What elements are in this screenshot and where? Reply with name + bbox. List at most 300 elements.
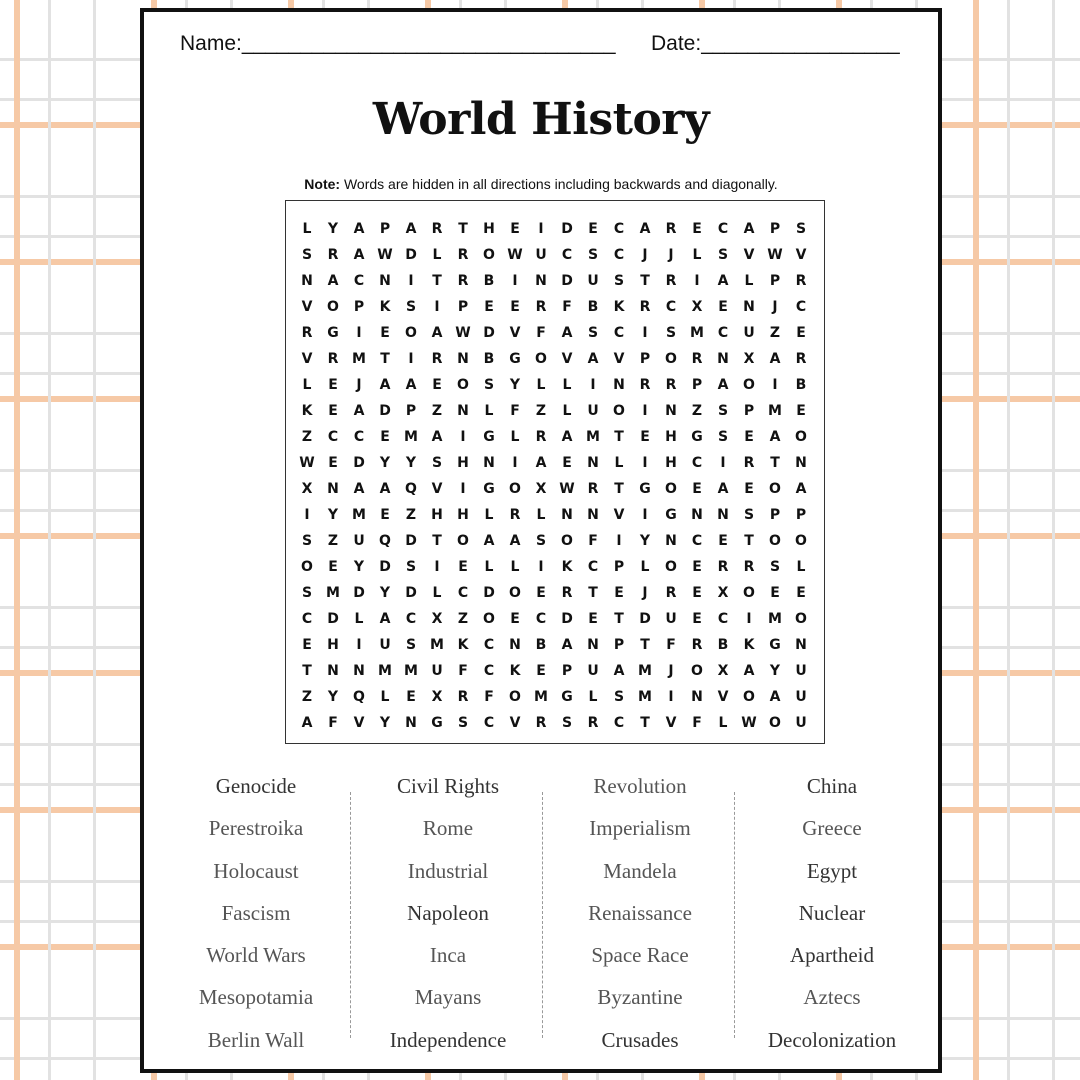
grid-letter[interactable]: M (638, 689, 652, 705)
grid-letter[interactable]: O (327, 299, 339, 315)
grid-letter[interactable]: Z (769, 325, 781, 341)
grid-letter[interactable]: K (457, 637, 469, 653)
grid-letter[interactable]: W (767, 247, 783, 263)
grid-letter[interactable]: K (561, 559, 573, 575)
grid-letter[interactable]: S (301, 533, 313, 549)
grid-letter[interactable]: D (561, 611, 573, 627)
grid-letter[interactable]: Z (535, 403, 547, 419)
grid-letter[interactable]: A (301, 715, 313, 731)
grid-letter[interactable]: A (769, 689, 781, 705)
grid-letter[interactable]: Y (379, 585, 391, 601)
grid-letter[interactable]: T (640, 715, 650, 731)
grid-letter[interactable]: K (743, 637, 755, 653)
grid-letter[interactable]: M (326, 585, 340, 601)
grid-letter[interactable]: O (509, 689, 521, 705)
grid-letter[interactable]: N (405, 715, 417, 731)
grid-letter[interactable]: R (639, 299, 651, 315)
grid-letter[interactable]: E (432, 377, 442, 393)
grid-letter[interactable]: L (510, 559, 520, 575)
grid-letter[interactable]: F (692, 715, 702, 731)
grid-letter[interactable]: I (694, 273, 700, 289)
grid-letter[interactable]: B (535, 637, 547, 653)
grid-letter[interactable]: P (769, 507, 781, 523)
date-field[interactable]: Date:_________________ (651, 32, 900, 55)
grid-letter[interactable]: P (379, 221, 391, 237)
grid-letter[interactable]: J (772, 299, 778, 315)
grid-letter[interactable]: A (587, 351, 599, 367)
grid-letter[interactable]: N (795, 637, 807, 653)
grid-letter[interactable]: A (405, 377, 417, 393)
grid-letter[interactable]: L (302, 221, 312, 237)
grid-letter[interactable]: B (483, 273, 495, 289)
grid-letter[interactable]: L (562, 377, 572, 393)
grid-letter[interactable]: S (587, 325, 599, 341)
grid-letter[interactable]: R (665, 377, 677, 393)
grid-letter[interactable]: S (743, 507, 755, 523)
grid-letter[interactable]: G (431, 715, 443, 731)
grid-letter[interactable]: D (379, 559, 391, 575)
grid-letter[interactable]: S (405, 559, 417, 575)
grid-letter[interactable]: O (665, 559, 677, 575)
grid-letter[interactable]: U (379, 637, 391, 653)
grid-letter[interactable]: A (535, 455, 547, 471)
grid-letter[interactable]: H (457, 455, 469, 471)
grid-letter[interactable]: C (483, 715, 495, 731)
grid-letter[interactable]: E (536, 663, 546, 679)
grid-letter[interactable]: S (301, 585, 313, 601)
grid-letter[interactable]: L (614, 455, 624, 471)
grid-letter[interactable]: N (483, 455, 495, 471)
grid-letter[interactable]: D (379, 403, 391, 419)
grid-letter[interactable]: I (304, 507, 310, 523)
grid-letter[interactable]: V (665, 715, 677, 731)
grid-letter[interactable]: E (328, 377, 338, 393)
grid-letter[interactable]: J (668, 247, 674, 263)
grid-letter[interactable]: A (717, 377, 729, 393)
grid-letter[interactable]: E (796, 585, 806, 601)
grid-letter[interactable]: T (588, 585, 598, 601)
grid-letter[interactable]: O (665, 351, 677, 367)
grid-letter[interactable]: B (483, 351, 495, 367)
grid-letter[interactable]: S (483, 377, 495, 393)
grid-letter[interactable]: Y (353, 559, 365, 575)
grid-letter[interactable]: M (586, 429, 600, 445)
grid-letter[interactable]: Y (327, 507, 339, 523)
grid-letter[interactable]: E (744, 429, 754, 445)
grid-letter[interactable]: A (379, 481, 391, 497)
grid-letter[interactable]: O (691, 663, 703, 679)
grid-letter[interactable]: V (613, 351, 625, 367)
grid-letter[interactable]: E (718, 533, 728, 549)
grid-letter[interactable]: F (536, 325, 546, 341)
grid-letter[interactable]: X (535, 481, 547, 497)
grid-letter[interactable]: A (353, 221, 365, 237)
grid-letter[interactable]: C (691, 455, 703, 471)
grid-letter[interactable]: I (408, 351, 414, 367)
grid-letter[interactable]: T (640, 637, 650, 653)
grid-letter[interactable]: R (665, 221, 677, 237)
grid-letter[interactable]: R (795, 273, 807, 289)
grid-letter[interactable]: O (509, 481, 521, 497)
grid-letter[interactable]: R (457, 247, 469, 263)
grid-letter[interactable]: I (642, 507, 648, 523)
grid-letter[interactable]: E (718, 299, 728, 315)
grid-letter[interactable]: T (432, 273, 442, 289)
grid-letter[interactable]: X (717, 585, 729, 601)
grid-letter[interactable]: M (352, 351, 366, 367)
grid-letter[interactable]: A (561, 325, 573, 341)
grid-letter[interactable]: T (614, 611, 624, 627)
grid-letter[interactable]: Y (639, 533, 651, 549)
grid-letter[interactable]: E (796, 325, 806, 341)
grid-letter[interactable]: S (795, 221, 807, 237)
grid-letter[interactable]: R (691, 637, 703, 653)
grid-letter[interactable]: D (327, 611, 339, 627)
grid-letter[interactable]: S (561, 715, 573, 731)
grid-letter[interactable]: N (717, 351, 729, 367)
grid-letter[interactable]: G (561, 689, 573, 705)
grid-letter[interactable]: G (483, 429, 495, 445)
grid-letter[interactable]: L (484, 403, 494, 419)
grid-letter[interactable]: N (691, 507, 703, 523)
grid-letter[interactable]: P (353, 299, 365, 315)
grid-letter[interactable]: E (510, 299, 520, 315)
grid-letter[interactable]: L (536, 377, 546, 393)
grid-letter[interactable]: C (665, 299, 677, 315)
grid-letter[interactable]: Q (405, 481, 417, 497)
grid-letter[interactable]: M (430, 637, 444, 653)
grid-letter[interactable]: N (379, 273, 391, 289)
grid-letter[interactable]: I (460, 429, 466, 445)
grid-letter[interactable]: S (717, 403, 729, 419)
grid-letter[interactable]: E (614, 585, 624, 601)
grid-letter[interactable]: S (613, 689, 625, 705)
grid-letter[interactable]: F (510, 403, 520, 419)
grid-letter[interactable]: Q (353, 689, 365, 705)
grid-letter[interactable]: I (772, 377, 778, 393)
grid-letter[interactable]: Z (301, 429, 313, 445)
grid-letter[interactable]: H (665, 455, 677, 471)
grid-letter[interactable]: C (717, 221, 729, 237)
grid-letter[interactable]: F (588, 533, 598, 549)
grid-letter[interactable]: H (431, 507, 443, 523)
grid-letter[interactable]: L (432, 247, 442, 263)
grid-letter[interactable]: I (512, 455, 518, 471)
grid-letter[interactable]: V (795, 247, 807, 263)
grid-letter[interactable]: C (483, 663, 495, 679)
grid-letter[interactable]: H (665, 429, 677, 445)
grid-letter[interactable]: W (455, 325, 471, 341)
grid-letter[interactable]: O (743, 585, 755, 601)
grid-letter[interactable]: M (690, 325, 704, 341)
grid-letter[interactable]: R (717, 559, 729, 575)
grid-letter[interactable]: E (692, 559, 702, 575)
grid-letter[interactable]: O (483, 611, 495, 627)
grid-letter[interactable]: N (561, 507, 573, 523)
grid-letter[interactable]: U (535, 247, 547, 263)
grid-letter[interactable]: C (561, 247, 573, 263)
grid-letter[interactable]: Z (431, 403, 443, 419)
grid-letter[interactable]: C (717, 325, 729, 341)
grid-letter[interactable]: S (405, 637, 417, 653)
grid-letter[interactable]: X (431, 611, 443, 627)
grid-letter[interactable]: E (744, 481, 754, 497)
grid-letter[interactable]: A (327, 273, 339, 289)
grid-letter[interactable]: C (457, 585, 469, 601)
grid-letter[interactable]: R (509, 507, 521, 523)
grid-letter[interactable]: O (483, 247, 495, 263)
grid-letter[interactable]: Z (301, 689, 313, 705)
grid-letter[interactable]: U (431, 663, 443, 679)
grid-letter[interactable]: Q (379, 533, 391, 549)
grid-letter[interactable]: F (484, 689, 494, 705)
grid-letter[interactable]: C (327, 429, 339, 445)
grid-letter[interactable]: R (301, 325, 313, 341)
grid-letter[interactable]: N (587, 507, 599, 523)
grid-letter[interactable]: P (405, 403, 417, 419)
grid-letter[interactable]: E (302, 637, 312, 653)
grid-letter[interactable]: F (666, 637, 676, 653)
grid-letter[interactable]: O (457, 377, 469, 393)
grid-letter[interactable]: M (352, 507, 366, 523)
grid-letter[interactable]: X (691, 299, 703, 315)
grid-letter[interactable]: W (741, 715, 757, 731)
grid-letter[interactable]: A (353, 481, 365, 497)
grid-letter[interactable]: D (483, 585, 495, 601)
grid-letter[interactable]: O (769, 481, 781, 497)
grid-letter[interactable]: A (353, 247, 365, 263)
grid-letter[interactable]: N (509, 637, 521, 653)
grid-letter[interactable]: S (405, 299, 417, 315)
grid-letter[interactable]: B (587, 299, 599, 315)
grid-letter[interactable]: M (378, 663, 392, 679)
grid-letter[interactable]: I (408, 273, 414, 289)
grid-letter[interactable]: J (356, 377, 362, 393)
grid-letter[interactable]: C (613, 325, 625, 341)
grid-letter[interactable]: I (590, 377, 596, 393)
grid-letter[interactable]: A (431, 325, 443, 341)
grid-letter[interactable]: E (536, 585, 546, 601)
grid-letter[interactable]: O (561, 533, 573, 549)
grid-letter[interactable]: S (431, 455, 443, 471)
grid-letter[interactable]: W (377, 247, 393, 263)
grid-letter[interactable]: S (301, 247, 313, 263)
grid-letter[interactable]: N (665, 403, 677, 419)
grid-letter[interactable]: U (353, 533, 365, 549)
grid-letter[interactable]: E (692, 611, 702, 627)
grid-letter[interactable]: A (743, 663, 755, 679)
grid-letter[interactable]: N (587, 637, 599, 653)
grid-letter[interactable]: I (616, 533, 622, 549)
word-search-grid[interactable] (285, 200, 825, 744)
grid-letter[interactable]: G (665, 507, 677, 523)
grid-letter[interactable]: L (432, 585, 442, 601)
grid-letter[interactable]: I (538, 221, 544, 237)
grid-letter[interactable]: A (769, 351, 781, 367)
grid-letter[interactable]: V (509, 325, 521, 341)
grid-letter[interactable]: N (327, 663, 339, 679)
grid-letter[interactable]: Z (457, 611, 469, 627)
grid-letter[interactable]: P (639, 351, 651, 367)
grid-letter[interactable]: N (535, 273, 547, 289)
grid-letter[interactable]: V (353, 715, 365, 731)
grid-letter[interactable]: M (534, 689, 548, 705)
grid-letter[interactable]: T (432, 533, 442, 549)
grid-letter[interactable]: L (354, 611, 364, 627)
grid-letter[interactable]: C (613, 247, 625, 263)
grid-letter[interactable]: R (327, 247, 339, 263)
grid-letter[interactable]: H (483, 221, 495, 237)
grid-letter[interactable]: R (587, 715, 599, 731)
grid-letter[interactable]: N (327, 481, 339, 497)
grid-letter[interactable]: L (796, 559, 806, 575)
grid-letter[interactable]: E (588, 611, 598, 627)
grid-letter[interactable]: F (562, 299, 572, 315)
grid-letter[interactable]: O (743, 377, 755, 393)
grid-letter[interactable]: X (301, 481, 313, 497)
grid-letter[interactable]: K (379, 299, 391, 315)
grid-letter[interactable]: I (434, 299, 440, 315)
grid-letter[interactable]: D (483, 325, 495, 341)
grid-letter[interactable]: O (405, 325, 417, 341)
grid-letter[interactable]: L (380, 689, 390, 705)
grid-letter[interactable]: E (770, 585, 780, 601)
grid-letter[interactable]: X (743, 351, 755, 367)
grid-letter[interactable]: N (743, 299, 755, 315)
grid-letter[interactable]: I (746, 611, 752, 627)
grid-letter[interactable]: E (588, 221, 598, 237)
grid-letter[interactable]: V (431, 481, 443, 497)
grid-letter[interactable]: E (380, 429, 390, 445)
grid-letter[interactable]: R (535, 715, 547, 731)
grid-letter[interactable]: T (770, 455, 780, 471)
grid-letter[interactable]: I (512, 273, 518, 289)
grid-letter[interactable]: P (613, 637, 625, 653)
grid-letter[interactable]: A (613, 663, 625, 679)
grid-letter[interactable]: E (692, 221, 702, 237)
grid-letter[interactable]: H (457, 507, 469, 523)
grid-letter[interactable]: A (483, 533, 495, 549)
grid-letter[interactable]: D (405, 247, 417, 263)
grid-letter[interactable]: C (613, 221, 625, 237)
grid-letter[interactable]: C (535, 611, 547, 627)
grid-letter[interactable]: A (769, 429, 781, 445)
grid-letter[interactable]: M (404, 429, 418, 445)
grid-letter[interactable]: V (301, 299, 313, 315)
grid-letter[interactable]: S (665, 325, 677, 341)
grid-letter[interactable]: A (353, 403, 365, 419)
grid-letter[interactable]: R (665, 273, 677, 289)
grid-letter[interactable]: E (458, 559, 468, 575)
grid-letter[interactable]: L (484, 507, 494, 523)
grid-letter[interactable]: A (379, 377, 391, 393)
grid-letter[interactable]: M (638, 663, 652, 679)
grid-letter[interactable]: E (406, 689, 416, 705)
grid-letter[interactable]: P (769, 273, 781, 289)
grid-letter[interactable]: C (795, 299, 807, 315)
grid-letter[interactable]: J (642, 247, 648, 263)
grid-letter[interactable]: R (431, 351, 443, 367)
grid-letter[interactable]: L (744, 273, 754, 289)
grid-letter[interactable]: J (668, 663, 674, 679)
grid-letter[interactable]: C (587, 559, 599, 575)
grid-letter[interactable]: A (743, 221, 755, 237)
name-field[interactable]: Name:________________________________ (180, 32, 616, 55)
grid-letter[interactable]: C (483, 637, 495, 653)
grid-letter[interactable]: R (535, 299, 547, 315)
grid-letter[interactable]: S (457, 715, 469, 731)
grid-letter[interactable]: A (561, 637, 573, 653)
grid-letter[interactable]: N (301, 273, 313, 289)
grid-letter[interactable]: C (613, 715, 625, 731)
grid-letter[interactable]: Y (769, 663, 781, 679)
grid-letter[interactable]: O (535, 351, 547, 367)
grid-letter[interactable]: O (795, 429, 807, 445)
grid-letter[interactable]: H (327, 637, 339, 653)
grid-letter[interactable]: A (379, 611, 391, 627)
grid-letter[interactable]: O (769, 715, 781, 731)
grid-letter[interactable]: M (768, 611, 782, 627)
grid-letter[interactable]: U (743, 325, 755, 341)
grid-letter[interactable]: O (743, 689, 755, 705)
grid-letter[interactable]: L (588, 689, 598, 705)
grid-letter[interactable]: R (457, 273, 469, 289)
grid-letter[interactable]: E (328, 455, 338, 471)
grid-letter[interactable]: E (484, 299, 494, 315)
grid-letter[interactable]: U (795, 715, 807, 731)
grid-letter[interactable]: S (535, 533, 547, 549)
grid-letter[interactable]: Z (691, 403, 703, 419)
grid-letter[interactable]: R (639, 377, 651, 393)
grid-letter[interactable]: T (614, 429, 624, 445)
grid-letter[interactable]: E (510, 611, 520, 627)
grid-letter[interactable]: O (665, 481, 677, 497)
grid-letter[interactable]: G (769, 637, 781, 653)
grid-letter[interactable]: R (431, 221, 443, 237)
grid-letter[interactable]: U (665, 611, 677, 627)
grid-letter[interactable]: E (692, 481, 702, 497)
grid-letter[interactable]: B (795, 377, 807, 393)
grid-letter[interactable]: W (507, 247, 523, 263)
grid-letter[interactable]: V (717, 689, 729, 705)
grid-letter[interactable]: U (587, 663, 599, 679)
grid-letter[interactable]: P (743, 403, 755, 419)
grid-letter[interactable]: C (717, 611, 729, 627)
grid-letter[interactable]: B (717, 637, 729, 653)
grid-letter[interactable]: E (328, 403, 338, 419)
grid-letter[interactable]: U (795, 689, 807, 705)
grid-letter[interactable]: C (353, 273, 365, 289)
grid-letter[interactable]: V (613, 507, 625, 523)
grid-letter[interactable]: T (640, 273, 650, 289)
grid-letter[interactable]: R (535, 429, 547, 445)
grid-letter[interactable]: N (457, 351, 469, 367)
grid-letter[interactable]: A (717, 481, 729, 497)
grid-letter[interactable]: I (642, 403, 648, 419)
grid-letter[interactable]: A (795, 481, 807, 497)
grid-letter[interactable]: I (356, 637, 362, 653)
grid-letter[interactable]: E (380, 507, 390, 523)
grid-letter[interactable]: P (769, 221, 781, 237)
grid-letter[interactable]: J (642, 585, 648, 601)
grid-letter[interactable]: N (353, 663, 365, 679)
grid-letter[interactable]: I (668, 689, 674, 705)
grid-letter[interactable]: C (405, 611, 417, 627)
grid-letter[interactable]: N (795, 455, 807, 471)
grid-letter[interactable]: D (561, 273, 573, 289)
grid-letter[interactable]: D (405, 533, 417, 549)
grid-letter[interactable]: X (717, 663, 729, 679)
